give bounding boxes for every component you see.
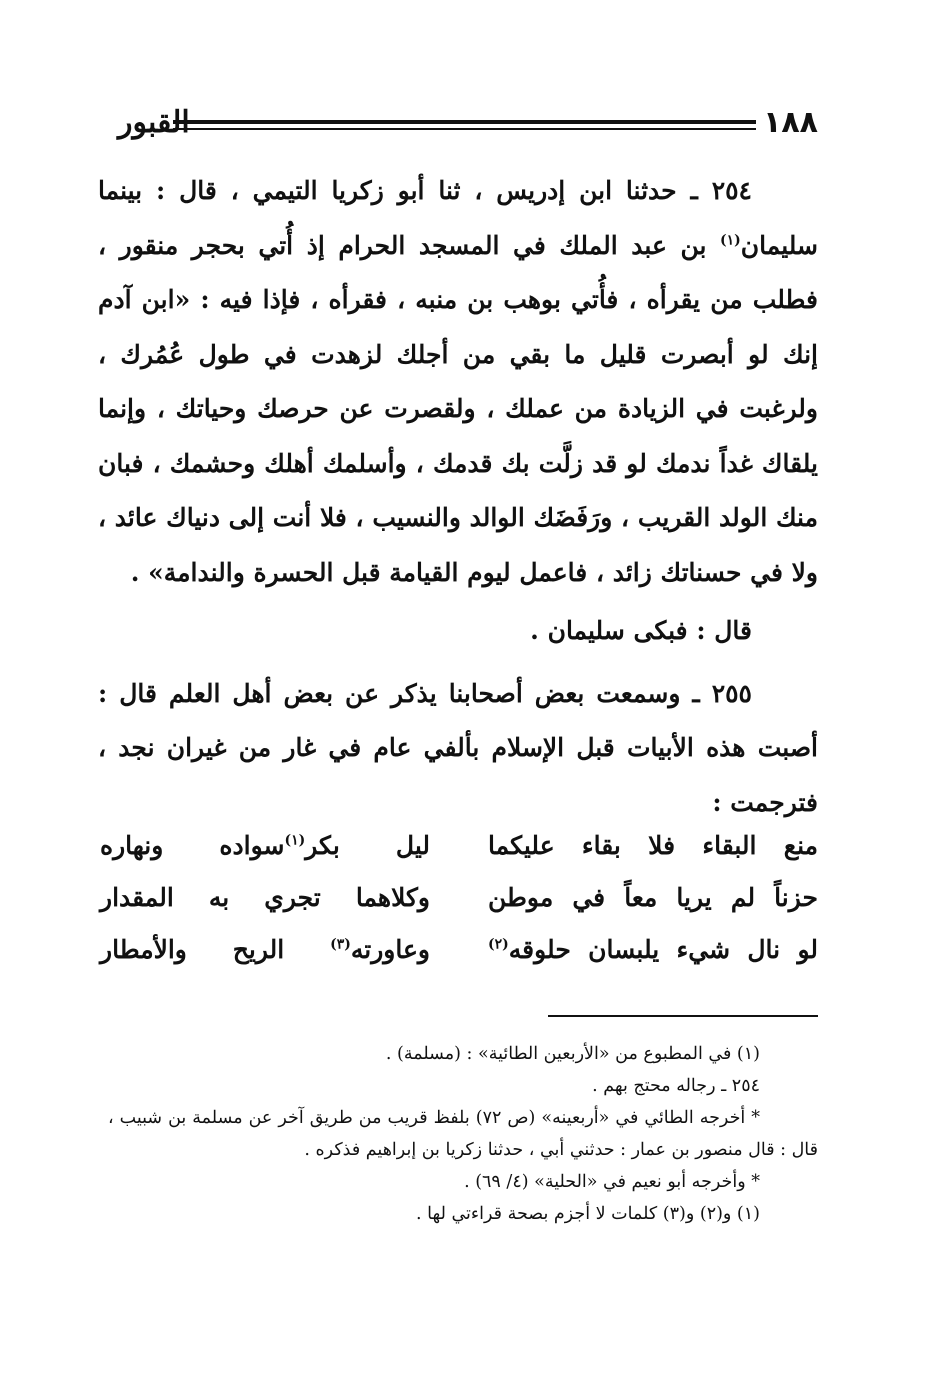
header-rule [173, 120, 756, 124]
paragraph-255: ٢٥٥ ـ وسمعت بعض أصحابنا يذكر عن بعض أهل العلم قال : أصبت هذه الأبيات قبل الإسلام بألفي عام في غار من غيران نجد ، فترجمت : [98, 678, 818, 817]
verse-1-second-hemistich [100, 820, 430, 872]
footnote-ref-1: (١) [720, 232, 741, 249]
footnote-ref-2: (٢) [488, 936, 509, 953]
running-head: القبور [118, 105, 190, 140]
verse-1-second-a: ليل بكر [305, 831, 430, 860]
footnote-254-takhrij: * أخرجه الطائي في «أربعينه» (ص ٧٢) بلفظ قريب من طريق آخر عن مسلمة بن شبيب ، قال : قال منصور بن عمار : حدثني أبي ، حدثنا زكريا بن إبراهيم فذكره . [108, 1108, 818, 1160]
paragraph-254-start: ٢٥٤ ـ حدثنا ابن إدريس ، ثنا أبو زكريا التيمي ، قال : بينما سليمان [98, 176, 818, 260]
verse-3-first-hemistich [488, 924, 818, 976]
footnote-ref-1b: (١) [284, 832, 306, 849]
verse-2-second-hemistich: وكلاهما تجري به المقدار [100, 883, 430, 912]
footnote-separator [548, 1015, 818, 1017]
poem [100, 820, 818, 976]
verse-1 [100, 820, 818, 872]
verse-2-first-hemistich: حزناً لم يريا معاً في موطن [488, 883, 818, 912]
verse-3-second-b: الريح والأمطار [100, 935, 331, 964]
footnote-254-hilya: * وأخرجه أبو نعيم في «الحلية» (٤/ ٦٩) . [464, 1172, 760, 1192]
footnote-1-2-3: (١) و(٢) و(٣) كلمات لا أجزم بصحة قراءتي لها . [416, 1204, 760, 1224]
footnote-1: (١) في المطبوع من «الأربعين الطائية» : (مسلمة) . [385, 1044, 760, 1064]
paragraph-254 [98, 164, 818, 600]
footnotes [108, 1038, 818, 1230]
footnote-254-grade: ٢٥٤ ـ رجاله محتج بهم . [592, 1076, 760, 1096]
verse-1-second-b: سواده ونهاره [100, 831, 285, 860]
verse-3 [100, 924, 818, 976]
verse-3-first-a: لو نال شيء يلبسان حلوقه [508, 935, 818, 964]
paragraph-said: قال : فبكى سليمان . [530, 616, 752, 645]
verse-1-first-hemistich: منع البقاء فلا بقاء عليكما [488, 831, 818, 860]
verse-3-second-hemistich [100, 924, 430, 976]
main-text [98, 164, 818, 830]
footnote-ref-3: (٣) [330, 936, 351, 953]
verse-3-second-a: وعاورته [350, 935, 430, 964]
page-header [118, 100, 818, 146]
page-number: ١٨٨ [763, 105, 818, 140]
paragraph-254-cont: بن عبد الملك في المسجد الحرام إذ أُتي بحجر منقور ، فطلب من يقرأه ، فأُتي بوهب بن منبه ، فقرأه ، فإذا فيه : «ابن آدم إنك لو أبصرت قليل ما بقي من أجلك لزهدت في طول عُمُرك ، ولرغبت في الزيادة من عملك ، ولقصرت عن حرصك وحياتك ، وإنما يلقاك غداً ندمك لو قد زلَّت بك قدمك ، وأسلمك أهلك وحشمك ، فبان منك الولد القريب ، ورَفَضَك الوالد والنسيب ، فلا أنت إلى دنياك عائد ، ولا في حسناتك زائد ، فاعمل ليوم القيامة قبل الحسرة والندامة» . [98, 230, 818, 587]
verse-2 [100, 872, 818, 924]
header-rule-thin [173, 128, 756, 130]
